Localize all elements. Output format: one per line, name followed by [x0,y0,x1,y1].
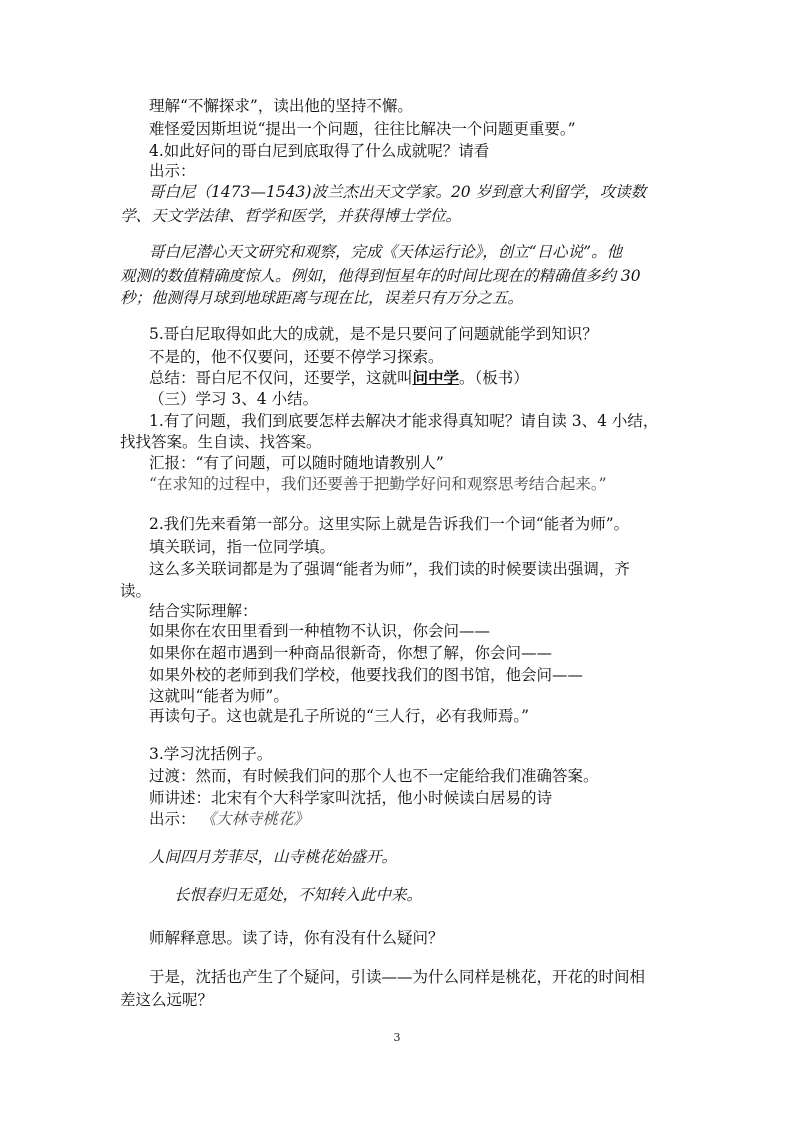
text-line: 于是，沈括也产生了个疑问，引读——为什么同样是桃花，开花的时间相 [149,968,646,986]
text-line: 填关联词，指一位同学填。 [149,538,336,556]
text-line: 难怪爱因斯坦说“提出一个问题，往往比解决一个问题更重要。” [149,120,576,138]
quote-line: “在求知的过程中，我们还要善于把勤学好问和观察思考结合起来。” [149,475,607,493]
text-line: 2.我们先来看第一部分。这里实际上就是告诉我们一个词“能者为师”。 [149,515,630,533]
text-line: 这就叫“能者为师”。 [149,687,289,705]
quote-line: 哥白尼潜心天文研究和观察，完成《天体运行论》，创立“日心说”。他 [149,243,623,261]
show-label: 出示： [149,810,196,828]
poem-line: 人间四月芳菲尽，山寺桃花始盛开。 [149,848,398,866]
text-line: 找找答案。生自读、找答案。 [120,433,322,451]
text-line: 4.如此好问的哥白尼到底取得了什么成就呢？请看 [149,142,490,160]
text-line: 不是的，他不仅要问，还要不停学习探索。 [149,348,444,366]
text-line: 出示： [149,162,196,180]
text-line: 师讲述：北宋有个大科学家叫沈括，他小时候读白居易的诗 [149,789,553,807]
text-line: 过渡：然而，有时候我们问的那个人也不一定能给我们准确答案。 [149,767,599,785]
section-heading: （三）学习 3、4 小结。 [149,390,319,408]
poem-title: 《大林寺桃花》 [200,810,309,828]
poem-line: 长恨春归无觅处，不知转入此中来。 [174,886,423,904]
text-line: 如果你在超市遇到一种商品很新奇，你想了解，你会问—— [149,644,553,662]
quote-line: 学、天文学法律、哲学和医学，并获得博士学位。 [120,207,462,225]
text-line: 差这么远呢？ [120,991,214,1009]
quote-line: 哥白尼（1473—1543)波兰杰出天文学家。20 岁到意大利留学，攻读数 [149,183,647,201]
text-line: 3.学习沈括例子。 [149,745,273,763]
text-line: 如果外校的老师到我们学校，他要找我们的图书馆，他会问—— [149,666,584,684]
text-line: 再读句子。这也就是孔子所说的“三人行，必有我师焉。” [149,707,530,725]
text-line: 结合实际理解： [149,602,258,620]
quote-line: 秒；他测得月球到地球距离与现在比，误差只有万分之五。 [120,289,524,307]
text-line: 这么多关联词都是为了强调“能者为师”，我们读的时候要读出强调，齐 [149,560,630,578]
quote-line: 观测的数值精确度惊人。例如，他得到恒星年的时间比现在的精确值多约 30 [120,267,641,285]
summary-line [149,367,529,389]
text-line: 汇报：“有了问题，可以随时随地请教别人” [149,454,444,472]
text-line: 如果你在农田里看到一种植物不认识，你会问—— [149,622,491,640]
text-line: 理解“不懈探求”，读出他的坚持不懈。 [149,97,413,115]
board-keyword: 问中学 [412,368,460,387]
show-line [149,808,309,830]
text-line: 1.有了问题，我们到底要怎样去解决才能求得真知呢？请自读 3、4 小结， [149,412,659,430]
page-number: 3 [393,1031,401,1044]
text-line: 师解释意思。读了诗，你有没有什么疑问？ [149,929,444,947]
text-line: 5.哥白尼取得如此大的成就，是不是只要问了问题就能学到知识？ [149,325,598,343]
board-note: 。（板书） [459,369,529,387]
text-line: 读。 [120,582,152,600]
summary-text: 总结：哥白尼不仅问，还要学，这就叫 [149,369,413,387]
